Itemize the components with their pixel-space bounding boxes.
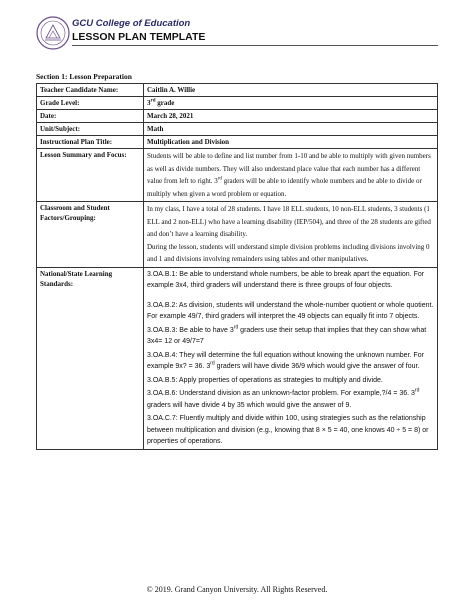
row-label-summary: Lesson Summary and Focus: bbox=[37, 149, 144, 202]
row-value-date: March 28, 2021 bbox=[144, 110, 438, 123]
row-label-date: Date: bbox=[37, 110, 144, 123]
section-heading: Section 1: Lesson Preparation bbox=[36, 72, 132, 81]
row-label-teacher: Teacher Candidate Name: bbox=[37, 84, 144, 97]
standard-oa-b-1: 3.OA.B.1: Be able to understand whole numbers, be able to break apart the equation. For example 3x4, third graders will understand there is three groups of four objects. bbox=[147, 270, 425, 289]
template-title: LESSON PLAN TEMPLATE bbox=[72, 31, 206, 43]
row-value-grade bbox=[144, 97, 438, 110]
row-value-teacher: Caitlin A. Willie bbox=[144, 84, 438, 97]
standard-4-text-a: 3.OA.B.4: They will determine the full equation without knowing the unknown number. For example 9x? = 36. 3 bbox=[147, 351, 424, 370]
standard-3-text-b: graders use their setup that implies that they can show what 3x4= 12 or 49/7=7 bbox=[147, 326, 427, 345]
row-label-subject: Unit/Subject: bbox=[37, 123, 144, 136]
table-row bbox=[37, 123, 438, 136]
grade-number: 3 bbox=[147, 99, 151, 107]
row-value-classroom bbox=[144, 202, 438, 268]
summary-text-a: Students will be able to define and list number from 1-10 and be able to multiply with given numbers as well as divide numbers. They will also understand place value that each number has a different value from left to right. 3 bbox=[147, 152, 431, 185]
standard-oa-c-7: 3.OA.C.7: Fluently multiply and divide within 100, using strategies such as the relationship between multiplication and division (e.g., knowing that 8 × 5 = 40, one knows 40 ÷ 5 = 8) or properties of operations. bbox=[147, 415, 429, 445]
classroom-paragraph-1: In my class, I have a total of 28 students. I have 18 ELL students, 10 non-ELL students, 3 students (1 ELL and 2 non-ELL) who have a learning disability (IEP/504), and three of the 28 students are gifted and don’t have a learning disability. bbox=[147, 205, 431, 238]
table-row bbox=[37, 267, 438, 449]
standard-6-text-b: graders will have divide 4 by 35 which would give the answer of 9. bbox=[147, 401, 352, 409]
standard-oa-b-2: 3.OA.B.2: As division, students will understand the whole-number quotient or whole quotient. For example 49/7, third graders will interpret the 49 objects can equally fit into 7 objects. bbox=[147, 301, 434, 320]
row-value-standards bbox=[144, 267, 438, 449]
standard-oa-b-3 bbox=[147, 325, 434, 348]
standard-4-text-b: graders will have divide 36/9 which would give the answer of four. bbox=[214, 363, 420, 370]
page-header bbox=[36, 14, 438, 54]
table-row bbox=[37, 149, 438, 202]
summary-sup: rd bbox=[217, 176, 222, 182]
row-label-grade: Grade Level: bbox=[37, 97, 144, 110]
row-label-plan-title: Instructional Plan Title: bbox=[37, 136, 144, 149]
table-row bbox=[37, 202, 438, 268]
grade-word: grade bbox=[155, 99, 175, 107]
standard-6-sup: rd bbox=[414, 387, 420, 394]
table-row bbox=[37, 97, 438, 110]
gcu-seal-logo bbox=[36, 16, 70, 50]
row-value-summary bbox=[144, 149, 438, 202]
standard-4-sup: rd bbox=[210, 360, 215, 367]
college-name: GCU College of Education bbox=[72, 18, 191, 29]
standard-oa-b-6 bbox=[147, 388, 434, 411]
table-row bbox=[37, 136, 438, 149]
table-row bbox=[37, 110, 438, 123]
standard-6-text-a: 3.OA.B.6: Understand division as an unknown-factor problem. For example,?/4 = 36. 3 bbox=[147, 390, 415, 397]
copyright-footer: © 2019. Grand Canyon University. All Rights Reserved. bbox=[146, 585, 328, 594]
row-label-classroom: Classroom and Student Factors/Grouping: bbox=[37, 202, 144, 268]
classroom-paragraph-2: During the lesson, students will understand simple division problems including divisions involving 0 and 1 and divisions involving remainders using tables and other manipulatives. bbox=[147, 242, 430, 263]
standard-oa-b-4 bbox=[147, 350, 434, 373]
row-value-plan-title: Multiplication and Division bbox=[144, 136, 438, 149]
standard-3-text-a: 3.OA.B.3: Be able to have 3 bbox=[147, 326, 234, 334]
grade-suffix: rd bbox=[150, 98, 156, 104]
row-value-subject: Math bbox=[144, 123, 438, 136]
header-divider bbox=[72, 45, 438, 46]
lesson-prep-table bbox=[36, 83, 438, 450]
summary-text-b: graders will be able to identify whole numbers and be able to divide or multiply when given a word problem or equation. bbox=[147, 177, 422, 198]
row-label-standards: National/State Learning Standards: bbox=[37, 267, 144, 449]
standard-3-sup: rd bbox=[233, 324, 239, 331]
standard-oa-b-5: 3.OA.B.5: Apply properties of operations as strategies to multiply and divide. bbox=[147, 376, 383, 384]
table-row bbox=[37, 84, 438, 97]
